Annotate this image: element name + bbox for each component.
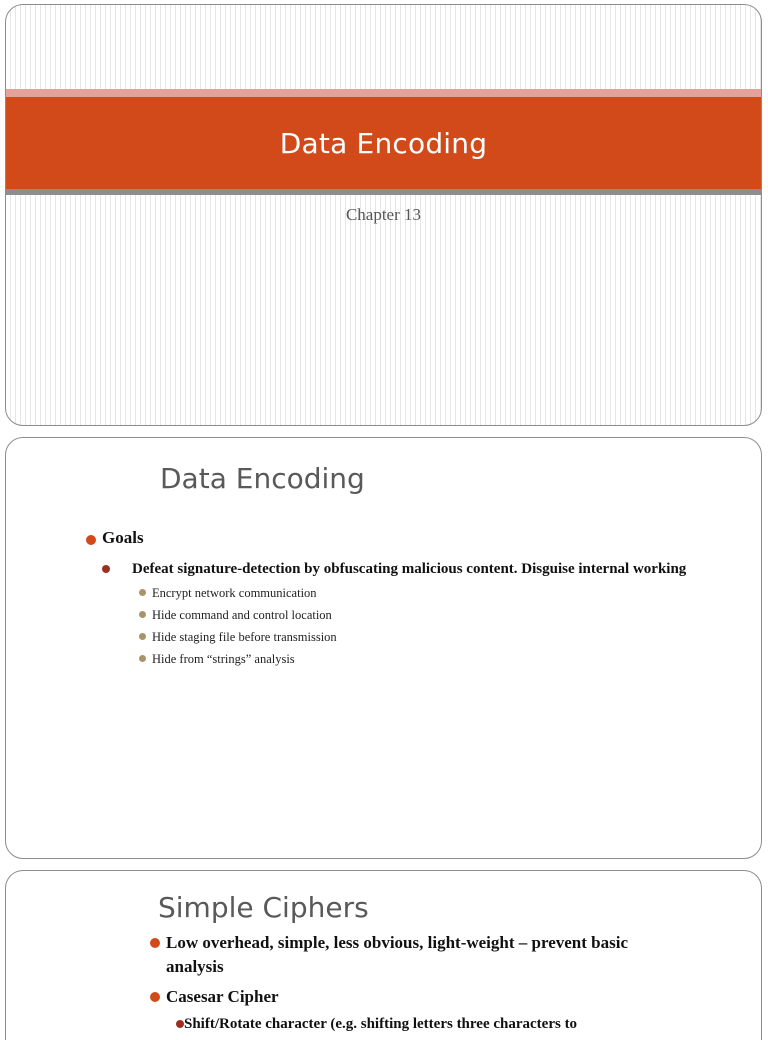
tan-dot-icon [139,611,146,618]
bullet-item-hide-staging [152,626,761,648]
tan-dot-icon [139,589,146,596]
bullet-text: Hide command and control location [152,608,332,622]
tan-dot-icon [139,633,146,640]
orange-dot-icon [150,992,160,1002]
title-slide [5,4,762,426]
bullet-item-shift-rotate [184,1013,641,1035]
bullet-item-hide-strings [152,648,761,670]
bullet-text: Hide staging file before transmission [152,630,337,644]
bullet-list [6,931,761,1035]
goals-slide [5,437,762,859]
dark-red-dot-icon [102,565,110,573]
deck-subtitle: Chapter 13 [345,205,422,224]
bullet-text: Shift/Rotate character (e.g. shifting letters three characters to [184,1016,578,1032]
deck-title: Data Encoding [279,126,488,160]
bullet-text: Hide from “strings” analysis [152,652,295,666]
bullet-item-low-overhead [166,931,631,979]
bullet-text: Defeat signature-detection by obfuscating malicious content. Disguise internal working [132,561,687,577]
bullet-text: Casesar Cipher [166,987,279,1006]
slide-heading: Data Encoding [160,462,365,495]
orange-dot-icon [86,535,96,545]
tan-dot-icon [139,655,146,662]
title-band [6,97,761,189]
bullet-list [6,528,761,670]
bullet-item-defeat-signature [132,558,721,580]
orange-dot-icon [150,938,160,948]
bullet-item-encrypt [152,582,761,604]
bullet-text: Encrypt network communication [152,586,317,600]
simple-ciphers-slide [5,870,762,1040]
title-band-bottom-stripe [6,189,761,195]
bullet-item-caesar-cipher [166,985,631,1009]
title-band-top-stripe [6,89,761,97]
bullet-item-hide-c2 [152,604,761,626]
bullet-text: Low overhead, simple, less obvious, light-weight – prevent basic analysis [166,933,629,976]
dark-red-dot-icon [176,1020,184,1028]
bullet-item-goals [102,528,761,554]
bullet-text: Goals [102,528,144,547]
slide-heading: Simple Ciphers [158,891,369,924]
